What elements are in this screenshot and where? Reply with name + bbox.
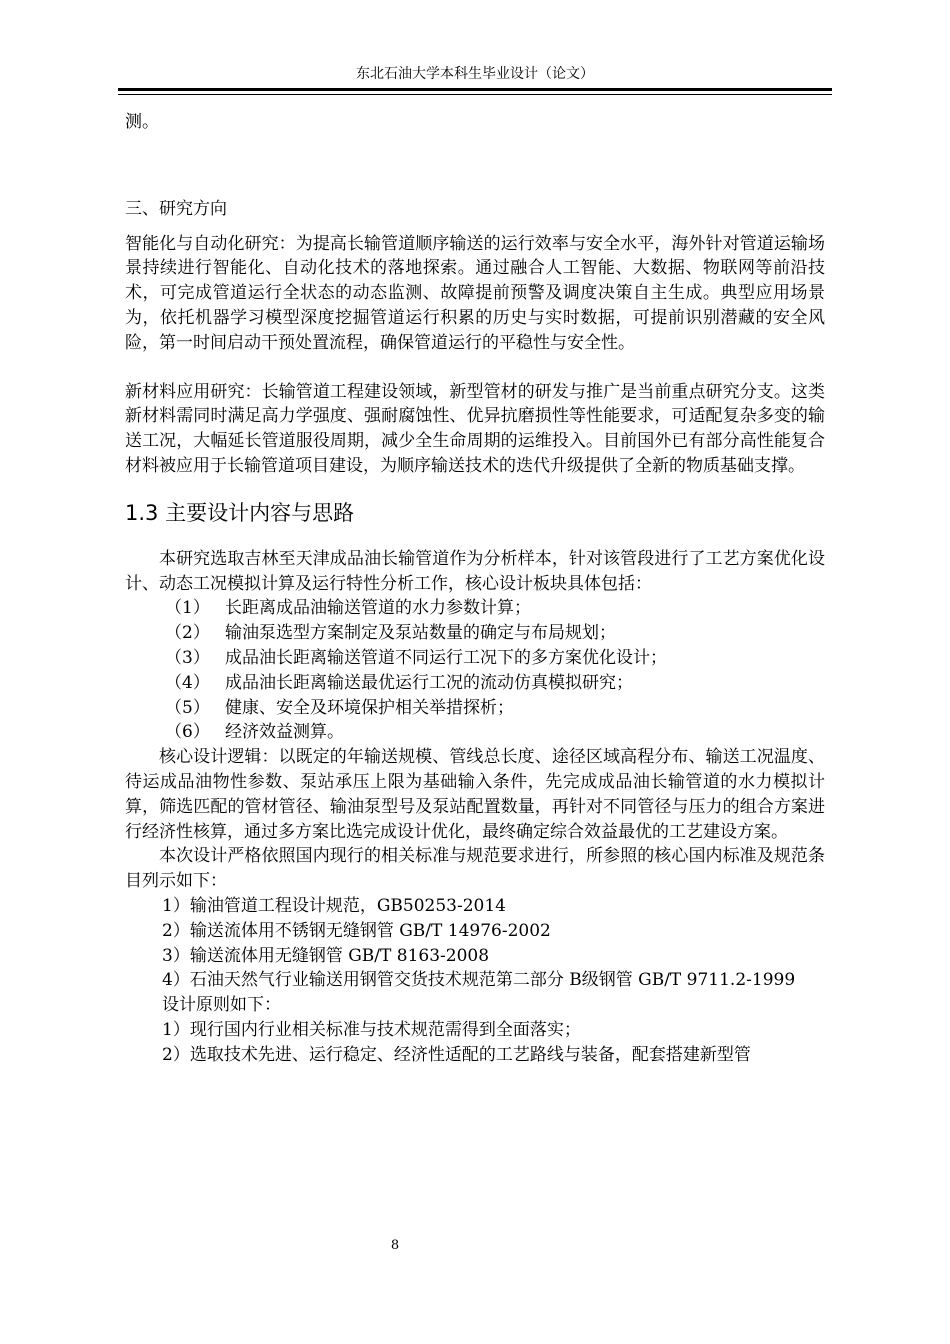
paragraph-new-materials: 新材料应用研究：长输管道工程建设领域，新型管材的研发与推广是当前重点研究分支。这类新材料需同时满足高力学强度、强耐腐蚀性、优异抗磨损性等性能要求，可适配复杂多变的输送工况，大幅延长管道服役周期，减少全生命周期的运维投入。目前国外已有部分高性能复合材料被应用于长输管道项目建设，为顺序输送技术的迭代升级提供了全新的物质基础支撑。 [125,381,825,476]
list-item: （2） 输油泵选型方案制定及泵站数量的确定与布局规划； [165,623,616,644]
header-rule-thick [118,88,832,91]
list-item: （1） 长距离成品油输送管道的水力参数计算； [165,598,531,619]
list-item: 1）现行国内行业相关标准与技术规范需得到全面落实； [162,1019,581,1040]
paragraph-standards-intro: 本次设计严格依照国内现行的相关标准与规范要求进行，所参照的核心国内标准及规范条目列示如下： [125,846,825,892]
list-item: 3）输送流体用无缝钢管 GB/T 8163-2008 [162,945,490,966]
list-item: 2）选取技术先进、运行稳定、经济性适配的工艺路线与装备，配套搭建新型管 [162,1044,751,1065]
principles-list [125,1018,825,1068]
spacer [125,135,825,197]
paragraph-design-logic: 核心设计逻辑：以既定的年输送规模、管线总长度、途径区域高程分布、输送工况温度、待运成品油物性参数、泵站承压上限为基础输入条件，先完成成品油长输管道的水力模拟计算，筛选匹配的管材管径、输油泵型号及泵站配置数量，再针对不同管径与压力的组合方案进行经济性核算，通过多方案比选完成设计优化，最终确定综合效益最优的工艺建设方案。 [125,747,825,842]
list-item: 4）石油天然气行业输送用钢管交货技术规范第二部分 B级钢管 GB/T 9711.2-1999 [162,970,796,991]
list-item: （5） 健康、安全及环境保护相关举措探析； [165,697,514,718]
standards-list [125,894,825,993]
heading-1-3: 1.3 主要设计内容与思路 [125,500,355,525]
module-list [125,596,825,745]
list-item: （6） 经济效益测算。 [165,722,344,743]
paragraph-principles-intro: 设计原则如下： [162,995,281,1016]
page-body [125,110,825,1068]
section-heading: 三、研究方向 [125,198,227,219]
list-item: （3） 成品油长距离输送管道不同运行工况下的多方案优化设计； [165,647,667,668]
paragraph-design-intro: 本研究选取吉林至天津成品油长输管道作为分析样本，针对该管段进行了工艺方案优化设计、动态工况模拟计算及运行特性分析工作，核心设计板块具体包括： [125,548,825,594]
list-item: 2）输送流体用不锈钢无缝钢管 GB/T 14976-2002 [162,920,551,941]
paragraph-intelligent: 智能化与自动化研究：为提高长输管道顺序输送的运行效率与安全水平，海外针对管道运输场景持续进行智能化、自动化技术的落地探索。通过融合人工智能、大数据、物联网等前沿技术，可完成管道运行全状态的动态监测、故障提前预警及调度决策自主生成。典型应用场景为，依托机器学习模型深度挖掘管道运行积累的历史与实时数据，可提前识别潜藏的安全风险，第一时间启动干预处置流程，确保管道运行的平稳性与安全性。 [125,233,825,353]
page-number: 8 [390,1238,400,1253]
list-item: （4） 成品油长距离输送最优运行工况的流动仿真模拟研究； [165,672,633,693]
running-header: 东北石油大学本科生毕业设计（论文） [356,66,594,82]
continuation-line: 测。 [125,112,159,132]
list-item: 1）输油管道工程设计规范，GB50253-2014 [162,895,506,916]
header-rule-thin [118,94,832,95]
